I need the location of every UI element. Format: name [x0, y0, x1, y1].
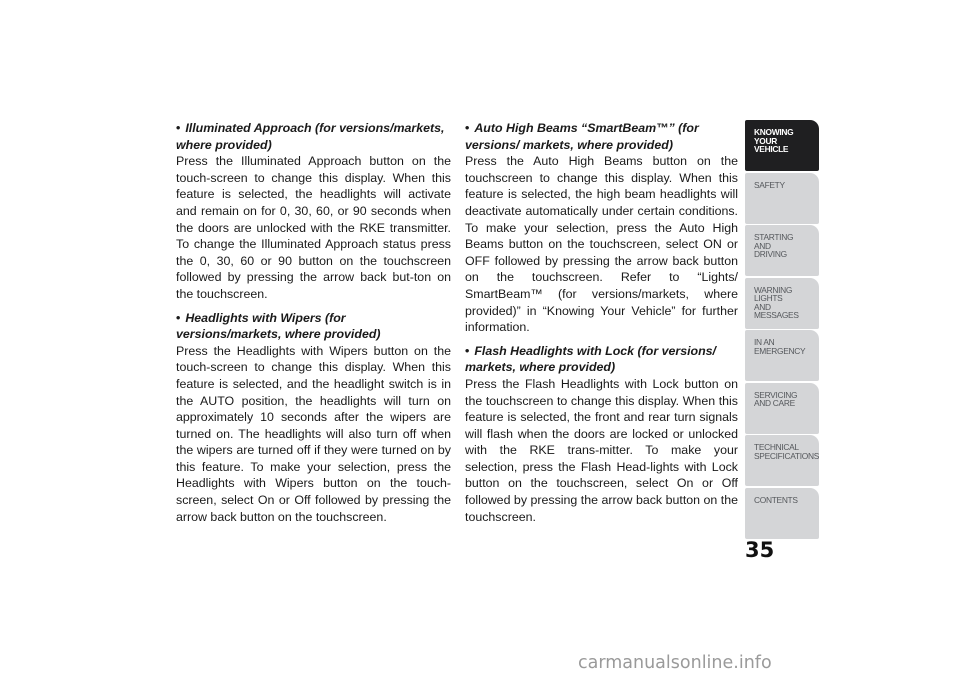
tab-knowing-your-vehicle[interactable]: KNOWING YOUR VEHICLE — [745, 120, 819, 171]
section-body: Press the Flash Headlights with Lock button on the touchscreen to change this display. When this feature is selected, the front and rear turn signals will flash when the doors are locked or unlocked with the RKE trans-mitter. To make your selection, press the Flash Head-lights with Lock button on the touchscreen, select On or Off followed by pressing the arrow back button on the touchscreen. — [465, 376, 738, 524]
right-column — [465, 120, 738, 532]
page-number: 35 — [745, 538, 775, 562]
section-body: Press the Auto High Beams button on the touchscreen to change this display. When this feature is selected, the high beam headlights will deactivate automatically under certain conditions. To make your selection, press the Auto High Beams button on the touchscreen, select ON or OFF followed by pressing the arrow back button on the touchscreen. Refer to “Lights/ SmartBeam™ (for versions/markets, where provided)” in “Knowing Your Vehicle” for further information. — [465, 154, 738, 335]
bullet: • — [176, 310, 181, 325]
tab-technical-specifications[interactable]: TECHNICAL SPECIFICATIONS — [745, 435, 819, 486]
tab-in-an-emergency[interactable]: IN AN EMERGENCY — [745, 330, 819, 381]
bullet: • — [465, 343, 470, 358]
section-flash-headlights-with-lock — [465, 343, 738, 526]
chapter-tabs — [745, 120, 819, 540]
heading-text: Flash Headlights with Lock (for versions/ markets, where provided) — [465, 343, 717, 375]
bullet: • — [176, 121, 181, 135]
left-column — [176, 120, 451, 532]
tab-safety[interactable]: SAFETY — [745, 173, 819, 224]
section-illuminated-approach — [176, 120, 451, 303]
section-heading — [176, 120, 451, 153]
section-headlights-with-wipers — [176, 310, 451, 526]
tab-contents[interactable]: CONTENTS — [745, 488, 819, 539]
section-body: Press the Illuminated Approach button on the touch-screen to change this display. When this feature is selected, the headlights will activate and remain on for 0, 30, 60, or 90 seconds when the doors are unlocked with the RKE transmitter. To change the Illuminated Approach status press the 0, 30, 60 or 90 button on the touchscreen followed by pressing the arrow back but-ton on the touchscreen. — [176, 154, 451, 301]
section-heading — [465, 343, 738, 376]
section-body: Press the Headlights with Wipers button on the touch-screen to change this display. When this feature is selected, and the headlight switch is in the AUTO position, the headlights will turn on approximately 10 seconds after the wipers are turned on. The headlights will also turn off when the wipers are turned off if they were turned on by this feature. To make your selection, press the Headlights with Wipers button on the touch-screen, select On or Off followed by pressing the arrow back button on the touchscreen. — [176, 343, 451, 524]
heading-text: Illuminated Approach (for versions/markets, where provided) — [176, 121, 445, 152]
section-heading — [176, 310, 451, 343]
tab-servicing-and-care[interactable]: SERVICING AND CARE — [745, 383, 819, 434]
watermark: carmanualsonline.info — [578, 653, 772, 673]
tab-warning-lights-and-messages[interactable]: WARNING LIGHTS AND MESSAGES — [745, 278, 819, 329]
heading-text: Headlights with Wipers (for versions/markets, where provided) — [176, 310, 381, 342]
section-heading — [465, 120, 738, 153]
bullet: • — [465, 121, 470, 135]
section-auto-high-beams — [465, 120, 738, 336]
heading-text: Auto High Beams “SmartBeam™” (for versions/ markets, where provided) — [465, 121, 699, 152]
tab-starting-and-driving[interactable]: STARTING AND DRIVING — [745, 225, 819, 276]
